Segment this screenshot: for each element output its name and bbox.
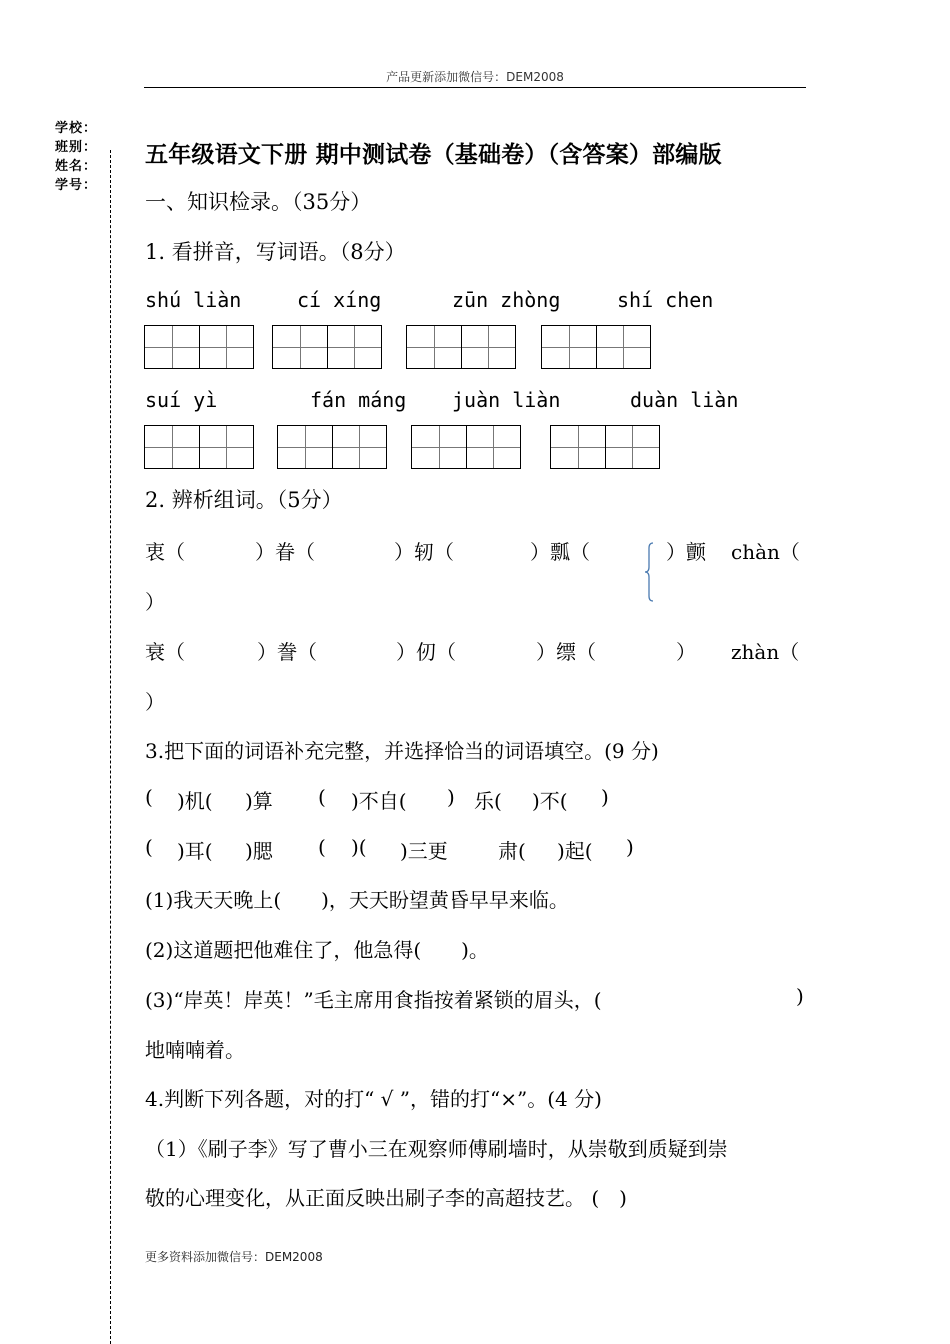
q2-line2-item2: ）誊（ — [257, 640, 317, 664]
header-divider — [144, 87, 806, 88]
q2-line1-item3: ）轫（ — [394, 540, 454, 564]
q3-sentence-3: (3)“岸英！岸英！”毛主席用食指按着紧锁的眉头，( — [145, 988, 602, 1012]
page-title: 五年级语文下册 期中测试卷（基础卷）（含答案）部编版 — [145, 142, 722, 168]
q2-line2-item5: ） — [676, 640, 696, 664]
q3-line1-p6: ) — [447, 785, 455, 809]
q3-line2-p1: ( — [145, 835, 153, 859]
q2-line1-continuation: ） — [145, 590, 165, 614]
section-1-heading: 一、知识检录。（35分） — [145, 190, 372, 214]
pinyin-zun-zhong: zūn zhòng — [452, 288, 561, 312]
q4-item-1-line2: 敬的心理变化，从正面反映出刷子李的高超技艺。 ( ) — [145, 1186, 627, 1210]
q2-line2-item3: ）仞（ — [396, 640, 456, 664]
binding-dashed-line — [110, 150, 111, 1344]
q3-line1-p1: ( — [145, 785, 153, 809]
q3-line1-p5: )不自( — [351, 789, 407, 813]
pinyin-shi-chen: shí chen — [617, 288, 714, 312]
q2-line2-item1: 衰（ — [145, 640, 185, 664]
q1-heading: 1. 看拼音，写词语。（8分） — [145, 240, 406, 264]
header-text: 产品更新添加微信号：DEM2008 — [386, 70, 564, 84]
q2-line1-item6: chàn（ — [731, 540, 800, 564]
char-grid-2[interactable] — [272, 325, 382, 369]
q2-line1-item4: ）瓢（ — [530, 540, 590, 564]
char-grid-7[interactable] — [411, 425, 521, 469]
q2-line2-item4: ）缥（ — [536, 640, 596, 664]
q3-line2-p4: ( — [318, 835, 326, 859]
footer-text: 更多资料添加微信号：DEM2008 — [145, 1250, 323, 1264]
side-label-student-id: 学号： — [55, 178, 98, 193]
q4-heading: 4.判断下列各题，对的打“ √ ”，错的打“×”。(4 分) — [145, 1087, 602, 1111]
pinyin-fan-mang: fán máng — [310, 388, 407, 412]
q3-line2-p3: )腮 — [245, 839, 273, 863]
q2-line2-item6: zhàn（ — [731, 640, 800, 664]
q3-line2-p9: ) — [626, 835, 634, 859]
q3-sentence-1: (1)我天天晚上( )，天天盼望黄昏早早来临。 — [145, 888, 569, 912]
q3-line1-p8: )不( — [532, 789, 568, 813]
char-grid-1[interactable] — [144, 325, 254, 369]
q3-line2-p6: )三更 — [400, 839, 448, 863]
q3-line1-p4: ( — [318, 785, 326, 809]
q2-line1-item2: ）眷（ — [255, 540, 315, 564]
side-label-name: 姓名： — [55, 159, 98, 174]
char-grid-3[interactable] — [406, 325, 516, 369]
q3-line1-p2: )机( — [177, 789, 213, 813]
q2-heading: 2. 辨析组词。（5分） — [145, 488, 343, 512]
q3-line2-p8: )起( — [557, 839, 593, 863]
q3-line2-p7: 肃( — [498, 839, 526, 863]
q3-sentence-2: (2)这道题把他难住了，他急得( )。 — [145, 938, 489, 962]
q3-sentence-3-close: ) — [796, 984, 804, 1008]
side-label-school: 学校： — [55, 121, 98, 136]
pinyin-shu-lian: shú liàn — [145, 288, 242, 312]
char-grid-5[interactable] — [144, 425, 254, 469]
q3-line2-p5: )( — [351, 835, 367, 859]
pinyin-juan-lian: juàn liàn — [452, 388, 561, 412]
pinyin-ci-xing: cí xíng — [297, 288, 382, 312]
q3-line1-p9: ) — [601, 785, 609, 809]
pinyin-duan-lian: duàn liàn — [630, 388, 739, 412]
q2-line2-continuation: ） — [145, 690, 165, 714]
char-grid-6[interactable] — [277, 425, 387, 469]
q4-item-1-line1: （1）《刷子李》写了曹小三在观察师傅刷墙时，从崇敬到质疑到崇 — [145, 1137, 728, 1161]
q3-line1-p7: 乐( — [474, 789, 502, 813]
q3-sentence-3-continuation: 地喃喃着。 — [145, 1038, 245, 1062]
char-grid-8[interactable] — [550, 425, 660, 469]
side-label-class: 班别： — [55, 140, 98, 155]
brace-bracket — [644, 542, 654, 602]
q2-line1-item1: 衷（ — [145, 540, 185, 564]
char-grid-4[interactable] — [541, 325, 651, 369]
q2-line1-item5: ）颤 — [666, 540, 706, 564]
q3-line2-p2: )耳( — [177, 839, 213, 863]
pinyin-sui-yi: suí yì — [145, 388, 218, 412]
q3-heading: 3.把下面的词语补充完整，并选择恰当的词语填空。(9 分) — [145, 739, 659, 763]
q3-line1-p3: )算 — [245, 789, 273, 813]
